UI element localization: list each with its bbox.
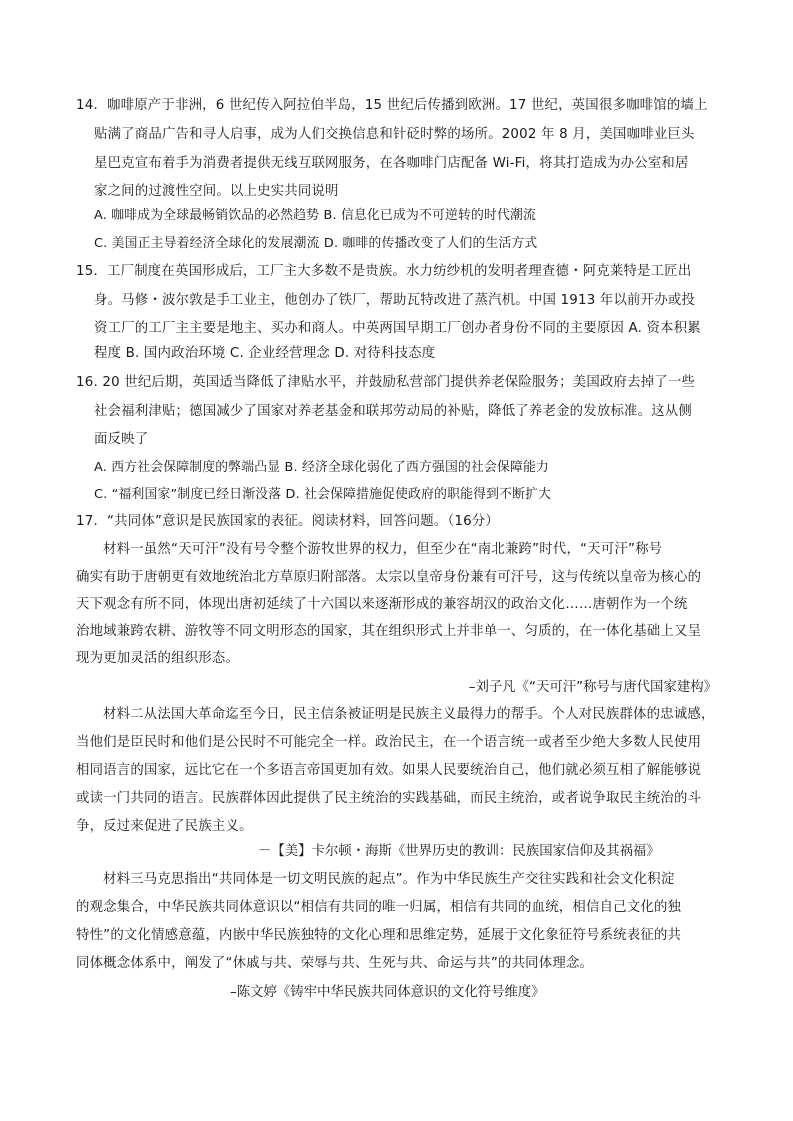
q17-material1-line-4: 治地域兼跨农耕、游牧等不同文明形态的国家，其在组织形式上并非单一、匀质的，在一体化基础上又呈 [76, 624, 702, 639]
q17-stem: 17．“共同体”意识是民族国家的表征。阅读材料，回答问题。（16分） [76, 514, 499, 529]
q17-material2-line-4: 或读一门共同的语言。民族群体因此提供了民主统治的实践基础，而民主统治，或者说争取民主统治的斗 [76, 791, 702, 806]
q17-material3-source: –陈文婷《铸牢中华民族共同体意识的文化符号维度》 [230, 985, 545, 1000]
q17-material3-line-3: 特性”的文化情感意蕴，内嵌中华民族独特的文化心理和思维定势，延展于文化象征符号系统表征的共 [76, 928, 682, 943]
q17-material3-line-4: 同体概念体系中，阐发了“休戚与共、荣辱与共、生死与共、命运与共”的共同体理念。 [76, 956, 594, 971]
q14-options-ab: A. 咖啡成为全球最畅销饮品的必然趋势 B. 信息化已成为不可逆转的时代潮流 [94, 208, 536, 223]
q16-options-ab: A. 西方社会保障制度的弊端凸显 B. 经济全球化弱化了西方强国的社会保障能力 [94, 460, 549, 475]
q17-material3-line-2: 的观念集合，中华民族共同体意识以“相信有共同的唯一归属，相信有共同的血统，相信自己文化的独 [76, 900, 682, 915]
q17-material1-line-3: 天下观念有所不同，体现出唐初延续了十六国以来逐渐形成的兼容胡汉的政治文化……唐朝作为一个统 [76, 597, 688, 612]
q17-material3-line-1: 材料三马克思指出“共同体是一切文明民族的起点”。作为中华民族生产交往实践和社会文化积淀 [103, 872, 675, 887]
q17-material2-source: －【美】卡尔顿・海斯《世界历史的教训：民族国家信仰及其祸福》 [258, 844, 660, 859]
q16-options-cd: C. “福利国家”制度已经日渐没落 D. 社会保障措施促使政府的职能得到不断扩大 [94, 487, 552, 502]
q15-line-1: 15．工厂制度在英国形成后，工厂主大多数不是贵族。水力纺纱机的发明者理查德・阿克莱特是工匠出 [76, 264, 692, 279]
q17-material1-line-5: 现为更加灵活的组织形态。 [76, 651, 240, 666]
q16-line-3: 面反映了 [94, 432, 149, 447]
q14-line-4: 家之间的过渡性空间。以上史实共同说明 [94, 184, 339, 199]
q17-material2-line-3: 相同语言的国家，远比它在一个多语言帝国更加有效。如果人民要统治自己，他们就必须互相了解能够说 [76, 763, 702, 778]
q17-material2-line-1: 材料二从法国大革命迄至今日，民主信条被证明是民族主义最得力的帮手。个人对民族群体的忠诚感， [103, 707, 715, 722]
q17-material2-line-2: 当他们是臣民时和他们是公民时不可能完全一样。政治民主，在一个语言统一或者至少绝大多数人民使用 [76, 735, 702, 750]
q15-line-2: 身。马修・波尔敦是手工业主，他创办了铁厂，帮助瓦特改进了蒸汽机。中国 1913 年以前开办或投 [94, 293, 696, 308]
q17-material1-line-1: 材料一虽然“天可汗”没有号令整个游牧世界的权力，但至少在“南北兼跨”时代，“天可汗”称号 [103, 542, 663, 557]
q16-line-2: 社会福利津贴；德国减少了国家对养老基金和联邦劳动局的补贴，降低了养老金的发放标准。这从侧 [94, 404, 692, 419]
q14-line-1: 14．咖啡原产于非洲，6 世纪传入阿拉伯半岛，15 世纪后传播到欧洲。17 世纪，英国很多咖啡馆的墙上 [76, 98, 708, 113]
q17-material2-line-5: 争，反过来促进了民族主义。 [76, 819, 253, 834]
q14-line-3: 星巴克宣布着手为消费者提供无线互联网服务，在各咖啡门店配备 Wi-Fi，将其打造成为办公室和居 [94, 156, 689, 171]
q15-line-3: 资工厂的工厂主主要是地主、买办和商人。中英两国早期工厂创办者身份不同的主要原因 A. 资本积累 [94, 321, 701, 336]
q14-options-cd: C. 美国正主导着经济全球化的发展潮流 D. 咖啡的传播改变了人们的生活方式 [94, 236, 538, 251]
q15-line-4: 程度 B. 国内政治环境 C. 企业经营理念 D. 对待科技态度 [94, 346, 436, 361]
q17-material1-line-2: 确实有助于唐朝更有效地统治北方草原归附部落。太宗以皇帝身份兼有可汗号，这与传统以皇帝为核心的 [76, 570, 702, 585]
q16-line-1: 16. 20 世纪后期，英国适当降低了津贴水平，并鼓励私营部门提供养老保险服务；美国政府去掉了一些 [76, 375, 696, 390]
q17-material1-source: –刘子凡《“天可汗”称号与唐代国家建构》 [468, 680, 717, 695]
q14-line-2: 贴满了商品广告和寻人启事，成为人们交换信息和针砭时弊的场所。2002 年 8 月，美国咖啡业巨头 [94, 127, 695, 142]
